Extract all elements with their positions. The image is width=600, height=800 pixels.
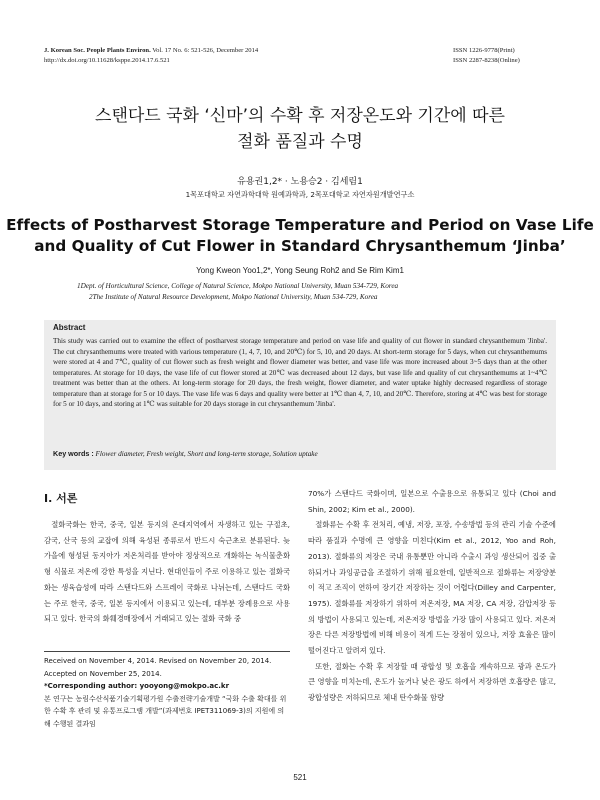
abstract-heading: Abstract [53, 323, 86, 332]
journal-citation [44, 46, 258, 55]
intro-paragraph-1-cont: 70%가 스탠다드 국화이며, 일본으로 수출용으로 유통되고 있다 (Choi and Shin, 2002; Kim et al., 2000). [308, 489, 556, 514]
left-column [44, 517, 290, 627]
page-number: 521 [293, 773, 307, 782]
affiliation-kr: 1목포대학교 자연과학대학 원예과학과, 2목포대학교 자연자원개발연구소 [185, 190, 415, 199]
keywords-value: Flower diameter, Fresh weight, Short and long-term storage, Solution uptake [95, 450, 318, 458]
intro-paragraph-2: 절화류는 수확 후 전처리, 예냉, 저장, 포장, 수송방법 등의 관리 기술 수준에 따라 품질과 수명에 큰 영향을 미친다(Kim et al., 2012, Yoo and Roh, 2013). 절화류의 저장은 국내 유통뿐만 아니라 수출시 과잉 생산되어 집중 출하되거나 과잉공급을 조절하기 위해 필요한데, 일반적으로 절화류는 저장양분이 적고 조직이 연하여 장기간 저장하는 것이 어렵다(Dilley and Carpenter, 1975). 절화류를 저장하기 위하여 저온저장, MA 저장, CA 저장, 감압저장 등의 방법이 사용되고 있는데, 저온저장 방법을 가장 많이 사용되고 있다. 저온저장은 다른 저장방법에 비해 비용이 적게 드는 장점이 있으나, 저장 효율은 많이 떨어진다고 알려져 있다. [308, 520, 556, 656]
received-dates: Received on November 4, 2014. Revised on November 20, 2014. Accepted on November 25, 2014. [44, 657, 272, 678]
journal-name: J. Korean Soc. People Plants Environ. [44, 47, 151, 54]
title-en-line1: Effects of Postharvest Storage Temperature and Period on Vase Life [6, 216, 594, 234]
title-kr-line1: 스탠다드 국화 ‘신마’의 수확 후 저장온도와 기간에 따른 [95, 106, 505, 126]
issn-online: ISSN 2287-8238(Online) [453, 57, 520, 64]
funding-note: 본 연구는 농림수산식품기술기획평가원 수출전략기술개발 “국화 수출 확대를 위한 수확 후 관리 및 유통프로그램 개발”(과제번호 IPET311069-3)의 지원에 의해 수행된 결과임 [44, 694, 287, 728]
affiliation-en-1: 1Dept. of Horticultural Science, College of Natural Science, Mokpo National University, Muan 534-729, Korea [77, 282, 399, 290]
journal-volume: Vol. 17 No. 6: 521-526, December 2014 [152, 47, 259, 54]
right-column [308, 486, 556, 706]
authors-en: Yong Kweon Yoo1,2*, Yong Seung Roh2 and Se Rim Kim1 [196, 266, 404, 275]
title-en-line2: and Quality of Cut Flower in Standard Chrysanthemum ‘Jinba’ [34, 237, 566, 255]
footnote [44, 655, 290, 730]
section-title-introduction: Ⅰ. 서론 [44, 492, 78, 505]
affiliation-en-2: 2The Institute of Natural Resource Development, Mokpo National University, Muan 534-729, Korea [89, 293, 378, 301]
keywords-line [53, 449, 547, 458]
intro-paragraph-1: 절화국화는 한국, 중국, 일본 등지의 온대지역에서 자생하고 있는 구절초, 감국, 산국 등의 교잡에 의해 육성된 종류로서 반드시 숙근초로 분류된다. 늦가을에 형성된 동지아가 저온처리를 받아야 정상적으로 개화하는 녹식물춘화형 식물로 저온에 강한 특성을 지닌다. 현대인들이 주로 이용하고 있는 절화국화는 생육습성에 따라 스탠다드와 스프레이 국화로 나뉘는데, 스탠다드 국화는 주로 한국, 중국, 일본 등지에서 이용되고 있는데, 대부분 장례용으로 사용되고 있다. 한국의 화훼경매장에서 거래되고 있는 절화 국화 중 [44, 520, 290, 624]
title-kr-line2: 절화 품질과 수명 [237, 132, 363, 152]
issn-print: ISSN 1226-9778(Print) [453, 47, 515, 54]
doi-link[interactable]: http://dx.doi.org/10.11628/ksppe.2014.17.6.521 [44, 57, 170, 64]
footnote-divider [44, 651, 290, 652]
abstract-body: This study was carried out to examine the effect of postharvest storage temperature and period on vase life and quality of cut flower in standard chrysanthemum 'Jinba'. The cut chrysanthemums were treated with various temperature (1, 4, 7, 10, and 20℃) for 5, 10, and 20 days. At short-term storage for 5 days, when cut chrysanthemums were stored at 4 and 7℃, quality of cut flower such as fresh weight and flower diameter was better, and vase life was more increased about 3~5 days than at the other temperatures. At storage for 10 days, the vase life of cut flower stored at 20℃ was decreased about 12 days, but vase life and quality of cut chrysanthemums at 1~4℃ treatment was better than at the others. At long-term storage for 20 days, the fresh weight, flower diameter, and water uptake highly decreased regardless of storage temperature than at storage for 5 or 10 days. The vase life was 6 days and quality were better at 1℃ than 4, 7, 10, and 20℃. Therefore, storing at 4℃ was best for storage for 5 or 10 days, and storing at 1℃ was suitable for 20 days storage in cut chrysanthemum 'Jinba'. [53, 337, 547, 408]
intro-paragraph-3: 또한, 절화는 수확 후 저장할 때 광합성 및 호흡을 계속하므로 광과 온도가 큰 영향을 미치는데, 온도가 높거나 낮은 광도 하에서 저장하면 호흡량은 많고, 광합성량은 저하되므로 체내 탄수화물 함량 [308, 661, 556, 703]
keywords-label: Key words : [53, 449, 94, 458]
corresponding-author: *Corresponding author: yooyong@mokpo.ac.kr [44, 682, 230, 690]
authors-kr: 유용권1,2* · 노용승2 · 김세림1 [237, 177, 363, 187]
